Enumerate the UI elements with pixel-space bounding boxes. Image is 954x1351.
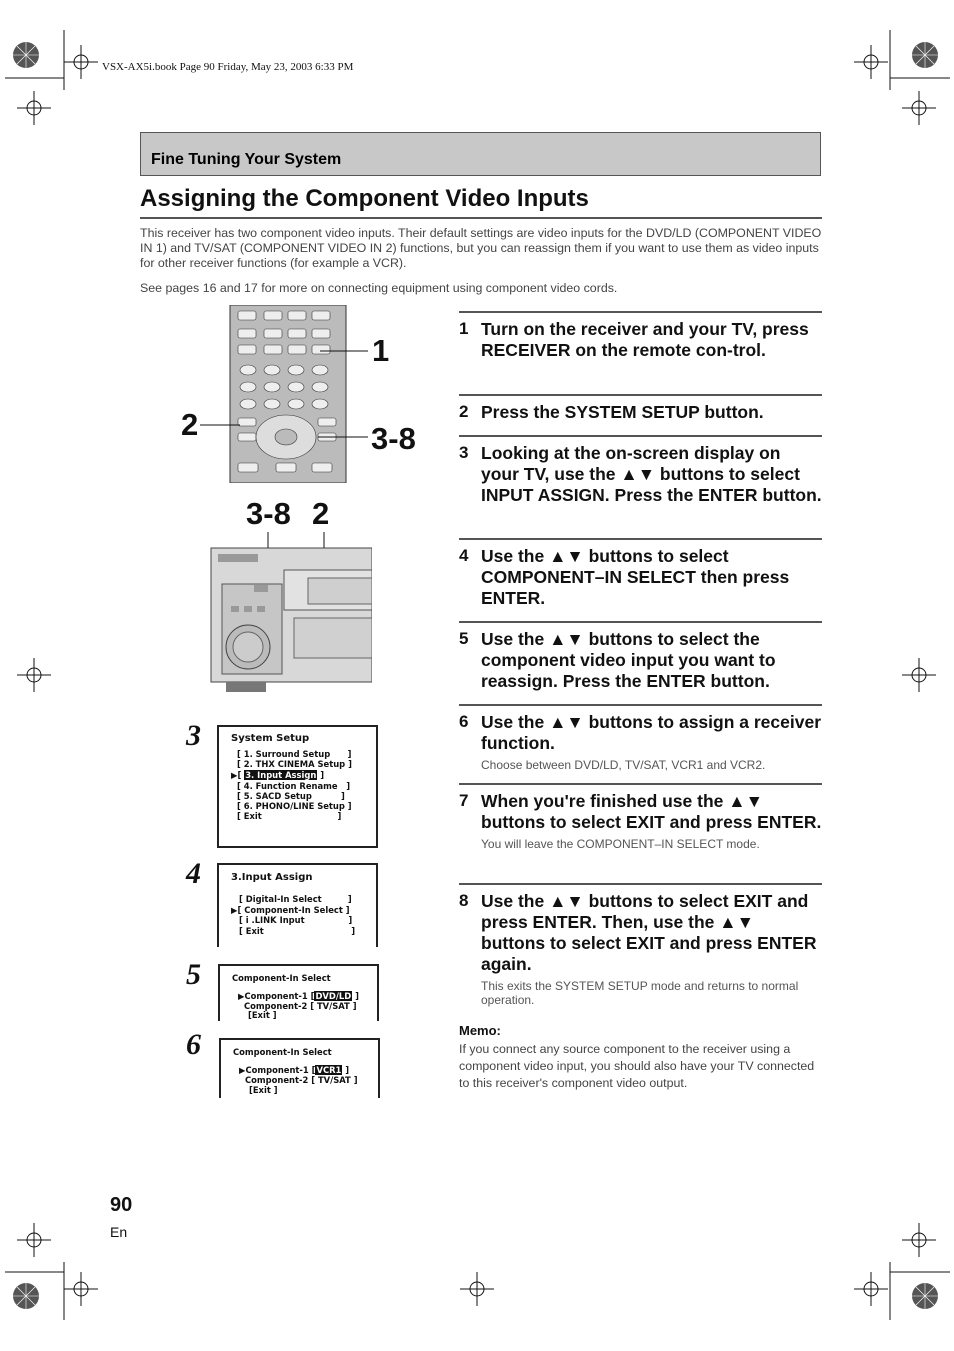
- step-text: Turn on the receiver and your TV, press RECEIVER on the remote con-trol.: [481, 319, 809, 360]
- osd-title: System Setup: [231, 733, 310, 744]
- step-text: Use the ▲▼ buttons to select the component video input you want to reassign. Press the ENTER button.: [481, 629, 776, 691]
- step-text: When you're finished use the ▲▼ buttons to select EXIT and press ENTER.: [481, 791, 822, 832]
- step-number: 3: [459, 443, 469, 462]
- screen-label-3: 3: [186, 719, 201, 752]
- step-6: [459, 704, 822, 772]
- front-callout-2: 2: [312, 496, 330, 531]
- osd-line: Component-2 [ TV/SAT ]: [244, 1001, 357, 1011]
- step-number: 6: [459, 712, 469, 731]
- osd-line: [ Exit ]: [237, 811, 342, 821]
- section-title: Fine Tuning Your System: [151, 151, 342, 168]
- osd-line: [ 4. Function Rename ]: [237, 781, 351, 791]
- step-5: [459, 621, 822, 692]
- osd-line-selected: ▶[ Component-In Select ]: [231, 905, 350, 915]
- remote-callout-3-8: 3-8: [371, 421, 416, 456]
- osd-line-selected: ▶Component-1 [DVD/LD ]: [238, 991, 359, 1001]
- step-3: [459, 435, 822, 506]
- osd-title: Component-In Select: [233, 1047, 332, 1057]
- osd-line: Component-2 [ TV/SAT ]: [245, 1075, 358, 1085]
- memo-text: If you connect any source component to the receiver using a component video input, you should also have your TV connected to this receiver's component video output.: [459, 1042, 815, 1090]
- step-number: 7: [459, 791, 469, 810]
- osd-line: [Exit ]: [249, 1085, 278, 1095]
- osd-highlight: VCR1: [316, 1065, 342, 1075]
- osd-highlight: DVD/LD: [315, 991, 352, 1001]
- osd-line: [ 1. Surround Setup ]: [237, 749, 352, 759]
- remote-callout-lines: [200, 340, 370, 450]
- memo-title: Memo:: [459, 1023, 501, 1038]
- osd-selected-text: [ Component-In Select ]: [237, 905, 350, 915]
- step-text: Looking at the on-screen display on your TV, use the ▲▼ buttons to select INPUT ASSIGN. Press the ENTER button.: [481, 443, 822, 505]
- step-note: Choose between DVD/LD, TV/SAT, VCR1 and VCR2.: [481, 758, 766, 772]
- intro-paragraph: This receiver has two component video inputs. Their default settings are video inputs for the DVD/LD (COMPONENT VIDEO IN 1) and TV/SAT (COMPONENT VIDEO IN 2) functions, but you can reassign them if you want to use them as video inputs for other receiver functions (for example a VCR).: [140, 226, 822, 270]
- osd-line: [Exit ]: [248, 1010, 277, 1020]
- osd-line: [ 2. THX CINEMA Setup ]: [237, 759, 352, 769]
- step-number: 2: [459, 402, 469, 421]
- step-text: Use the ▲▼ buttons to select COMPONENT–IN SELECT then press ENTER.: [481, 546, 790, 608]
- osd-line: [ i .LINK Input ]: [239, 915, 353, 925]
- osd-screen-system-setup: [217, 725, 378, 848]
- osd-screen-component-in-6: [219, 1038, 380, 1098]
- step-text: Press the SYSTEM SETUP button.: [481, 402, 764, 422]
- osd-text: Component-1 [: [244, 991, 315, 1001]
- osd-line: [ Exit ]: [239, 926, 356, 936]
- remote-callout-2: 2: [181, 407, 199, 442]
- step-8: [459, 883, 822, 1007]
- page-language: En: [110, 1224, 128, 1240]
- step-text: Use the ▲▼ buttons to assign a receiver function.: [481, 712, 822, 753]
- title-rule: [140, 217, 822, 219]
- print-header-note: VSX-AX5i.book Page 90 Friday, May 23, 2003 6:33 PM: [102, 61, 354, 73]
- step-2: [459, 394, 822, 423]
- osd-line-selected: ▶[ 3. Input Assign ]: [231, 770, 325, 780]
- step-4: [459, 538, 822, 609]
- receiver-front-panel-illustration: [208, 530, 372, 695]
- osd-line: [ 5. SACD Setup ]: [237, 791, 345, 801]
- osd-text: Component-1 [: [245, 1065, 316, 1075]
- screen-label-6: 6: [186, 1028, 201, 1061]
- page-number: 90: [110, 1194, 133, 1216]
- remote-callout-1: 1: [372, 333, 390, 368]
- step-text: Use the ▲▼ buttons to select EXIT and press ENTER. Then, use the ▲▼ buttons to select EXIT and press ENTER again.: [481, 891, 817, 974]
- section-bar: [140, 132, 821, 176]
- step-1: [459, 311, 822, 361]
- osd-title: Component-In Select: [232, 973, 331, 983]
- osd-screen-component-in-5: [218, 964, 379, 1021]
- osd-line-selected: ▶Component-1 [VCR1 ]: [239, 1065, 350, 1075]
- step-7: [459, 783, 822, 851]
- screen-label-5: 5: [186, 958, 201, 991]
- intro-paragraph-2: See pages 16 and 17 for more on connecting equipment using component video cords.: [140, 281, 618, 295]
- front-callout-3-8: 3-8: [246, 496, 291, 531]
- step-number: 1: [459, 319, 469, 338]
- screen-label-4: 4: [186, 857, 201, 890]
- step-note: This exits the SYSTEM SETUP mode and returns to normal operation.: [481, 979, 799, 1007]
- osd-line: [ 6. PHONO/LINE Setup ]: [237, 801, 352, 811]
- osd-screen-input-assign: [217, 863, 378, 947]
- step-note: You will leave the COMPONENT–IN SELECT mode.: [481, 837, 760, 851]
- osd-highlight: 3. Input Assign: [245, 770, 317, 780]
- page-title: Assigning the Component Video Inputs: [140, 185, 589, 212]
- step-number: 5: [459, 629, 469, 648]
- osd-title: 3.Input Assign: [231, 872, 313, 883]
- osd-line: [ Digital-In Select ]: [239, 894, 352, 904]
- step-number: 8: [459, 891, 469, 910]
- step-number: 4: [459, 546, 469, 565]
